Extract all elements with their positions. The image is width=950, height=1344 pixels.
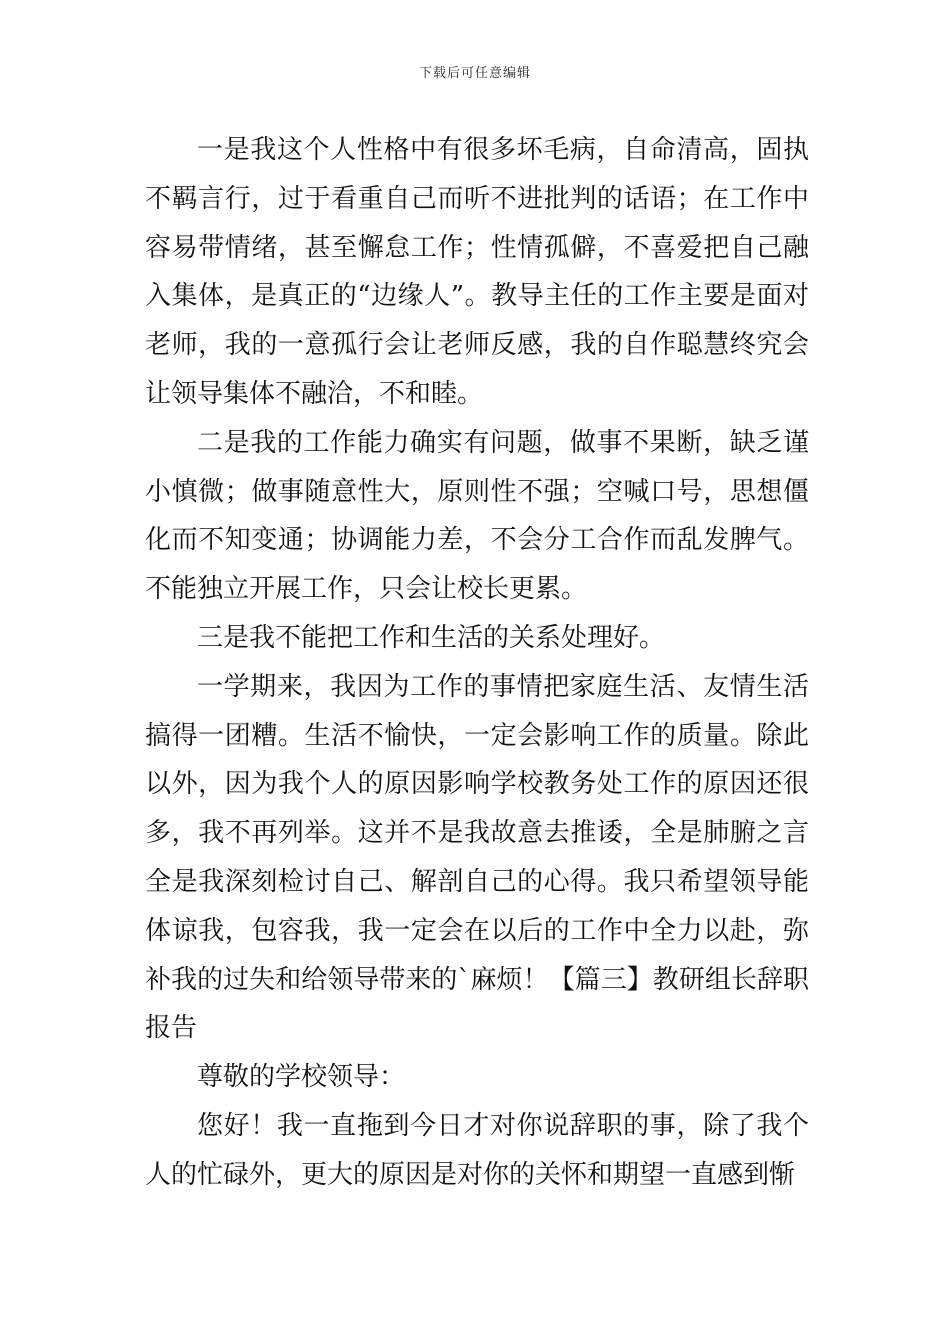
- salutation: 尊敬的学校领导：: [197, 1062, 406, 1093]
- paragraph: 三是我不能把工作和生活的关系处理好。: [197, 622, 666, 653]
- paragraph: 一是我这个人性格中有很多坏毛病，自命清高，固执不羁言行，过于看重自己而听不进批判的话语；在工作中容易带情绪，甚至懈怠工作；性情孤僻，不喜爱把自己融入集体，是真正的“边缘人”。教导主任的工作主要是面对老师，我的一意孤行会让老师反感，我的自作聪慧终究会让领导集体不融洽，不和睦。: [145, 135, 809, 409]
- paragraph: 一学期来，我因为工作的事情把家庭生活、友情生活搞得一团糟。生活不愉快，一定会影响工作的质量。除此以外，因为我个人的原因影响学校教务处工作的原因还很多，我不再列举。这并不是我故意去推诿，全是肺腑之言全是我深刻检讨自己、解剖自己的心得。我只希望领导能体谅我，包容我，我一定会在以后的工作中全力以赴，弥补我的过失和给领导带来的`麻烦！【篇三】教研组长辞职报告: [145, 671, 809, 1044]
- paragraph: 二是我的工作能力确实有问题，做事不果断，缺乏谨小慎微；做事随意性大，原则性不强；空喊口号，思想僵化而不知变通；协调能力差，不会分工合作而乱发脾气。不能独立开展工作，只会让校长更累。: [145, 427, 809, 605]
- document-body: [145, 126, 809, 1200]
- page-header: 下载后可任意编辑: [418, 66, 531, 81]
- paragraph: 您好！我一直拖到今日才对你说辞职的事，除了我个人的忙碌外，更大的原因是对你的关怀和期望一直感到惭: [145, 1110, 809, 1190]
